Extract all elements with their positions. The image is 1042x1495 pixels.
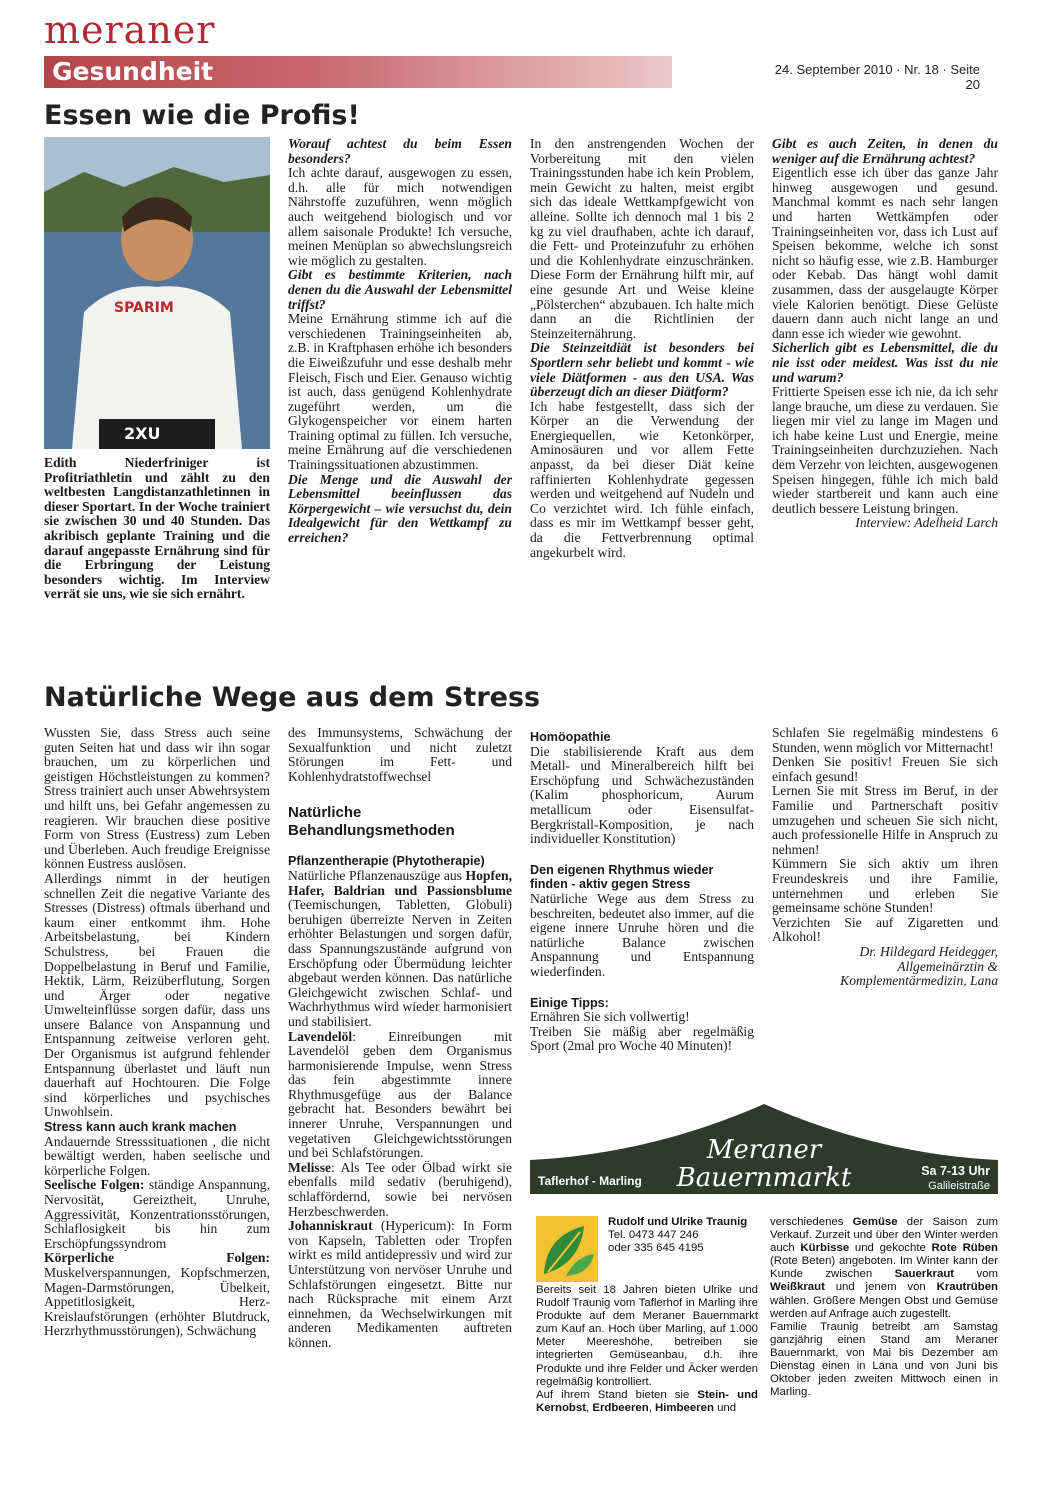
ad-bold: Gemüse bbox=[852, 1216, 898, 1228]
ad-text: Bereits seit 18 Jahren bieten Ulrike und Rudolf Traunig vom Taflerhof in Marling ihre Produkte auf dem Meraner Bauernmarkt zum Kauf an. Hoch über Marling, auf 1.000 Meter Meereshöhe, betreiben sie integrierten Gemüseanbau, d.h. ihre Produkte und ihre Felder und Äcker werden regelmäßig kontrolliert. bbox=[536, 1284, 758, 1388]
body-text: : Einreibungen mit Lavendelöl geben dem Organismus harmonisierende Impulse, wenn Stress das fein abgestimmte innere Rhythmusgefüge aus der Balance gebracht hat. Besonders bewährt bei innerer Unruhe, Verspannungen und vegetativen Gleichgewichtsstörungen und bei Schlafstörungen. bbox=[288, 1028, 512, 1161]
interview-question: Die Menge und die Auswahl der Lebensmittel beeinflussen das Körpergewicht – wie versuchst du, dein Idealgewicht für den Wettkampf zu erreichen? bbox=[288, 471, 512, 546]
ad-text: verschiedenes bbox=[770, 1216, 853, 1228]
article2-column-1 bbox=[44, 726, 270, 1339]
interview-question: Gibt es auch Zeiten, in denen du weniger auf die Ernährung achtest? bbox=[772, 136, 998, 166]
ad-text: und jenem von bbox=[824, 1281, 937, 1294]
vendor-phone: Tel. 0473 447 246 bbox=[608, 1229, 699, 1242]
ad-right-label-1: Sa 7-13 Uhr bbox=[921, 1164, 990, 1178]
ad-text: (Rote Beten) angeboten. Im Winter kann der Kunde zwischen bbox=[770, 1255, 998, 1281]
lead-term: Johanniskraut bbox=[288, 1218, 373, 1234]
ad-bold: Rote Rüben bbox=[931, 1242, 999, 1255]
ad-right-label-2: Galileistraße bbox=[928, 1180, 990, 1192]
article1-title: Essen wie die Profis! bbox=[44, 100, 360, 131]
body-text: Muskelverspannungen, Kopfschmerzen, Magen-Darmstörungen, Übelkeit, Appetitlosigkeit, Herz-Kreislaufstörungen (erhöhter Blutdruck, Herzrhythmusstörungen), Schwächung bbox=[44, 1264, 270, 1339]
ad-header bbox=[530, 1104, 998, 1194]
interview-question: Gibt es bestimmte Kriterien, nach denen du die Auswahl der Lebensmittel triffst? bbox=[288, 267, 512, 312]
ad-bold: Sauerkraut bbox=[894, 1268, 955, 1281]
ad-text: wählen. Größere Mengen Obst und Gemüse werden auf Anfrage auch zugestellt. bbox=[770, 1294, 998, 1320]
interview-answer: Ich habe festgestellt, dass sich der Körper an die Verwendung der Energiequellen, wie Ketonkörper, Aminosäuren und vor allem Fette anpasst, da bei dieser Diät keine raffinierten Kohlenhydrate gegessen werden und weitgehend auf Nudeln und Co verzichtet wird. Ich fühle einfach, dass es mir im Wettkampf besser geht, da die Fettverbrennung optimal angekurbelt wird. bbox=[530, 398, 754, 560]
body-paragraph bbox=[44, 1178, 270, 1251]
vendor-contact bbox=[608, 1216, 758, 1255]
interview-question: Die Steinzeitdiät ist besonders bei Sportlern sehr beliebt und kommt - wie viele Diätformen - aus den USA. Was überzeugt dich an dieser Diätform? bbox=[530, 340, 754, 400]
body-paragraph: Allerdings nimmt in der heutigen schnellen Zeit die negative Variante des Stresses (Distress) oftmals überhand und kaum einer entkommt ihm. Hohe Arbeitsbelastung, bei Kindern Schulstress, bei Frauen die Doppelbelastung in Beruf und Familie, Hektik, Lärm, Reizüberflutung, Sorgen und Ärger oder negative Umwelteinflüsse sorgen dafür, dass uns unsere Balance von Anspannung und Entspannung zeitweise verloren geht. Der Organismus ist aufgrund fehlender Entspannung überlastet und läuft nun dauerhaft auf Hochtouren. Die Folge sind körperliches und psychisches Unwohlsein. bbox=[44, 870, 270, 1120]
ad-text: , bbox=[586, 1401, 593, 1414]
lead-term: Lavendelöl bbox=[288, 1028, 353, 1044]
interview-credit: Interview: Adelheid Larch bbox=[855, 515, 998, 531]
ad-brand-line-1: Meraner bbox=[706, 1135, 822, 1165]
interview-answer: Frittierte Speisen esse ich nie, da ich sehr lange brauche, um diese zu verdauen. Sie liegen mir viel zu lange im Magen und ich habe keine Lust und Energie, meine Trainingseinheiten durchzuziehen. Nach dem Verzehr von leichten, ausgewogenen Speisen hingegen, fühle ich mich bald wieder startbereit und kann auch eine deutlich bessere Leistung bringen. bbox=[772, 384, 998, 516]
athlete-photo bbox=[44, 137, 270, 449]
interview-question: Worauf achtest du beim Essen besonders? bbox=[288, 136, 512, 166]
shirt-text-2: 2XU bbox=[124, 424, 161, 443]
photo-caption: Edith Niederfriniger ist Profitriathletin und zählt zu den weltbesten Langdistanzathletinnen in dieser Sportart. In der Woche trainiert sie zwischen 30 und 40 Stunden. Das akribisch geplante Training und die darauf angepasste Ernährung sind für die Erbringung der Leistung besonders wichtig. Im Interview verrät sie uns, wie sie sich ernährt. bbox=[44, 455, 270, 602]
ad-text: vom bbox=[954, 1268, 998, 1281]
subheading: Den eigenen Rhythmus wieder finden - aktiv gegen Stress bbox=[530, 862, 714, 892]
body-paragraph bbox=[288, 1219, 512, 1350]
ad-bold: Erdbeeren bbox=[592, 1401, 649, 1414]
ad-bold: Himbeeren bbox=[655, 1401, 714, 1414]
subheading-large: Natürliche Behandlungsmethoden bbox=[288, 804, 455, 840]
body-paragraph: Wussten Sie, dass Stress auch seine guten Seiten hat und dass wir ihn sogar brauchen, um zu körperlichen und geistigen Höchstleistungen zu kommen? Stress trainiert auch unser Abwehrsystem und hilft uns, bei Gefahr angemessen zu reagieren. Wir brauchen diese positive Form von Stress (Eustress) zum Leben und Überleben. Auch freudige Ereignisse können Eustress auslösen. bbox=[44, 725, 270, 872]
ad-text: der Saison zum Verkauf. Zurzeit und über den Winter werden auch bbox=[770, 1216, 998, 1255]
ad-bold: Kürbisse bbox=[800, 1242, 850, 1255]
body-paragraph bbox=[288, 1161, 512, 1219]
tip: Schlafen Sie regelmäßig mindestens 6 Stunden, wenn möglich vor Mitternacht! bbox=[772, 725, 998, 755]
ad-text: und gekochte bbox=[849, 1242, 932, 1255]
tip: Lernen Sie mit Stress im Beruf, in der Familie und Partnerschaft positiv umzugehen und scheuen Sie sich nicht, auch professionelle Hilfe in Anspruch zu nehmen! bbox=[772, 783, 998, 857]
athlete-photo-illustration bbox=[44, 137, 270, 449]
article2-column-2 bbox=[288, 726, 512, 1351]
article2-column-4 bbox=[772, 726, 998, 989]
body-paragraph: Andauernde Stresssituationen , die nicht bewältigt werden, haben seelische und körperliche Folgen. bbox=[44, 1133, 270, 1178]
lead-term: Körperliche Folgen: bbox=[44, 1250, 270, 1266]
body-text: ständige Anspannung, Nervosität, Gereiztheit, Unruhe, Aggressivität, Konzentrationsstörungen, Schlaflosigkeit bis hin zum Erschöpfungssyndrom bbox=[44, 1177, 270, 1251]
subheading: Pflanzentherapie (Phytotherapie) bbox=[288, 854, 485, 869]
article1-column-4 bbox=[772, 137, 998, 531]
shirt-text-1: SPARIM bbox=[114, 300, 174, 316]
masthead-logo: meraner bbox=[44, 8, 216, 52]
section-bar bbox=[44, 56, 672, 88]
subheading: Homöopathie bbox=[530, 730, 611, 744]
subheading: Stress kann auch krank machen bbox=[44, 1120, 237, 1135]
ad-text: Familie Traunig betreibt am Samstag ganzjährig einen Stand am Meraner Bauernmarkt, von Mai bis Dezember am Dienstag einen in Lana und von Juni bis Oktober jeden zweiten Mittwoch einen in Marling. bbox=[770, 1320, 998, 1399]
ad-brand-line-2: Bauernmarkt bbox=[676, 1163, 852, 1193]
lead-term: Hopfen, Hafer, Baldrian und Passionsblume bbox=[288, 867, 512, 898]
interview-question: Sicherlich gibt es Lebensmittel, die du nie isst oder meidest. Was isst du nie und warum? bbox=[772, 340, 998, 385]
ad-text-left bbox=[536, 1284, 758, 1415]
ad-bold: Weißkraut bbox=[770, 1281, 825, 1294]
vendor-name: Rudolf und Ulrike Traunig bbox=[608, 1216, 748, 1228]
author-line: Komplementärmedizin, Lana bbox=[840, 973, 998, 989]
article2-title: Natürliche Wege aus dem Stress bbox=[44, 682, 541, 713]
body-paragraph bbox=[44, 1251, 270, 1339]
interview-answer: Ich achte darauf, ausgewogen zu essen, d.h. alle für mich notwendigen Nährstoffe zuzuführen, wenn möglich auch weitgehend biologisch und vor allem saisonale Produkte! Ich versuche, meinen Menüplan so abwechslungsreich wie möglich zu gestalten. bbox=[288, 165, 512, 268]
body-paragraph bbox=[288, 869, 512, 1030]
ad-text: und bbox=[713, 1401, 737, 1414]
tip: Ernähren Sie sich vollwertig! bbox=[530, 1009, 690, 1025]
lead-term: Melisse bbox=[288, 1159, 332, 1175]
body-paragraph: des Immunsystems, Schwächung der Sexualfunktion und nicht zuletzt Störungen im Fett- und Kohlenhydratstoffwechsel bbox=[288, 725, 512, 784]
ad-text: Auf ihrem Stand bieten sie bbox=[536, 1388, 698, 1401]
vendor-phone-2: oder 335 645 4195 bbox=[608, 1242, 704, 1255]
tip: Treiben Sie mäßig aber regelmäßig Sport (2mal pro Woche 40 Minuten)! bbox=[530, 1023, 754, 1054]
body-text: : Als Tee oder Ölbad wirkt sie ebenfalls mild sedativ (beruhigend), schlaffördernd, sowie bei nervösen Herzbeschwerden. bbox=[288, 1159, 512, 1219]
author-line: Allgemeinärztin & bbox=[897, 958, 998, 974]
ad-bold: Krautrüben bbox=[936, 1281, 998, 1294]
lead-term: Seelische Folgen: bbox=[44, 1177, 145, 1193]
body-text: Natürliche Pflanzenauszüge aus bbox=[288, 867, 466, 883]
leaf-logo-icon bbox=[536, 1216, 598, 1282]
ad-left-label: Taflerhof - Marling bbox=[538, 1174, 642, 1188]
article1-column-2 bbox=[288, 137, 512, 546]
ad-text: , bbox=[648, 1401, 656, 1414]
body-paragraph: Die stabilisierende Kraft aus dem Metall- und Mineralbereich hilft bei Erschöpfung und Schwächezuständen (Kalim phosphoricum, Aurum metallicum oder Eisensulfat-Bergkristall-Komposition, je nach individueller Konstitution) bbox=[530, 743, 754, 847]
tip: Verzichten Sie auf Zigaretten und Alkohol! bbox=[772, 914, 998, 945]
interview-answer: In den anstrengenden Wochen der Vorbereitung mit den vielen Trainingsstunden habe ich kein Problem, mein Gewicht zu halten, meist ergibt sich das ideale Wettkampfgewicht von alleine. Sollte ich dennoch mal 1 bis 2 kg zu viel draufhaben, achte ich darauf, die Fett- und Proteinzufuhr zu erhöhen und die Kohlenhydrate einzuschränken. Diese Form der Ernährung hilft mir, auf eine gesunde Art und Weise kleine „Pölsterchen“ abzubauen. Ich halte mich dann an die Richtlinien der Steinzeiternährung. bbox=[530, 136, 754, 341]
article1-column-3 bbox=[530, 137, 754, 560]
tip: Denken Sie positiv! Freuen Sie sich einfach gesund! bbox=[772, 754, 998, 784]
body-text: (Teemischungen, Tabletten, Globuli) beruhigen überreizte Nerven in Zeiten erhöhter Belastungen und sorgen dafür, dass Spannungszustände aufgrund von Erschöpfung oder Übermüdung leichter abgebaut werden können. Das natürliche Gleichgewicht zwischen Schlaf- und Wachrhythmus wird wieder harmonisiert und stabilisiert. bbox=[288, 897, 512, 1029]
ad-text-right bbox=[770, 1216, 998, 1399]
body-text: (Hypericum): In Form von Kapseln, Tabletten oder Tropfen wirkt es mild antidepressiv und wird zur Unterstützung von nervöser Unruhe und Schlafstörungen eingesetzt. Bitte nur nach Rücksprache mit einem Arzt einnehmen, da Wechselwirkungen mit anderen Medikamenten auftreten können. bbox=[288, 1218, 512, 1350]
author-line: Dr. Hildegard Heidegger, bbox=[859, 943, 998, 959]
body-paragraph: Natürliche Wege aus dem Stress zu beschreiten, bedeutet also immer, auf die eigene innere Unruhe hören und die natürliche Balance zwischen Anspannung und Entspannung wiederfinden. bbox=[530, 890, 754, 979]
article2-column-3 bbox=[530, 730, 754, 1054]
body-paragraph bbox=[288, 1030, 512, 1161]
interview-answer: Meine Ernährung stimme ich auf die verschiedenen Trainingseinheiten ab, z.B. in Kraftphasen erhöhe ich besonders die Eiweißzufuhr und esse deshalb mehr Fleisch, Fisch und Eier. Genauso wichtig ist auch, dass genügend Kohlenhydrate zugeführt werden, um die Glykogenspeicher vor einem harten Training optimal zu füllen. Ich versuche, meine Ernährung auf die verschiedenen Trainingssituationen abzustimmen. bbox=[288, 311, 512, 473]
dateline: 24. September 2010 · Nr. 18 · Seite 20 bbox=[774, 62, 980, 92]
interview-answer: Eigentlich esse ich über das ganze Jahr hinweg ausgewogen und gesund. Manchmal kommt es nach sehr langen und harten Wettkämpfen oder Trainingseinheiten vor, dass ich Lust auf Speisen bekomme, welche ich sonst nicht so häufig esse, wie z.B. Hamburger oder Kebab. Das hängt wohl damit zusammen, dass der ausgelaugte Körper viele Kalorien benötigt. Diese Gelüste dauern dann auch nicht lange an und dann esse ich wieder wie gewohnt. bbox=[772, 165, 998, 341]
section-title: Gesundheit bbox=[52, 57, 214, 86]
tip: Kümmern Sie sich aktiv um ihren Freundeskreis und ihre Familie, unternehmen und erleben Sie gemeinsame schöne Stunden! bbox=[772, 856, 998, 916]
ad-bold: Stein- und Kernobst bbox=[536, 1388, 758, 1414]
subheading: Einige Tipps: bbox=[530, 995, 609, 1010]
